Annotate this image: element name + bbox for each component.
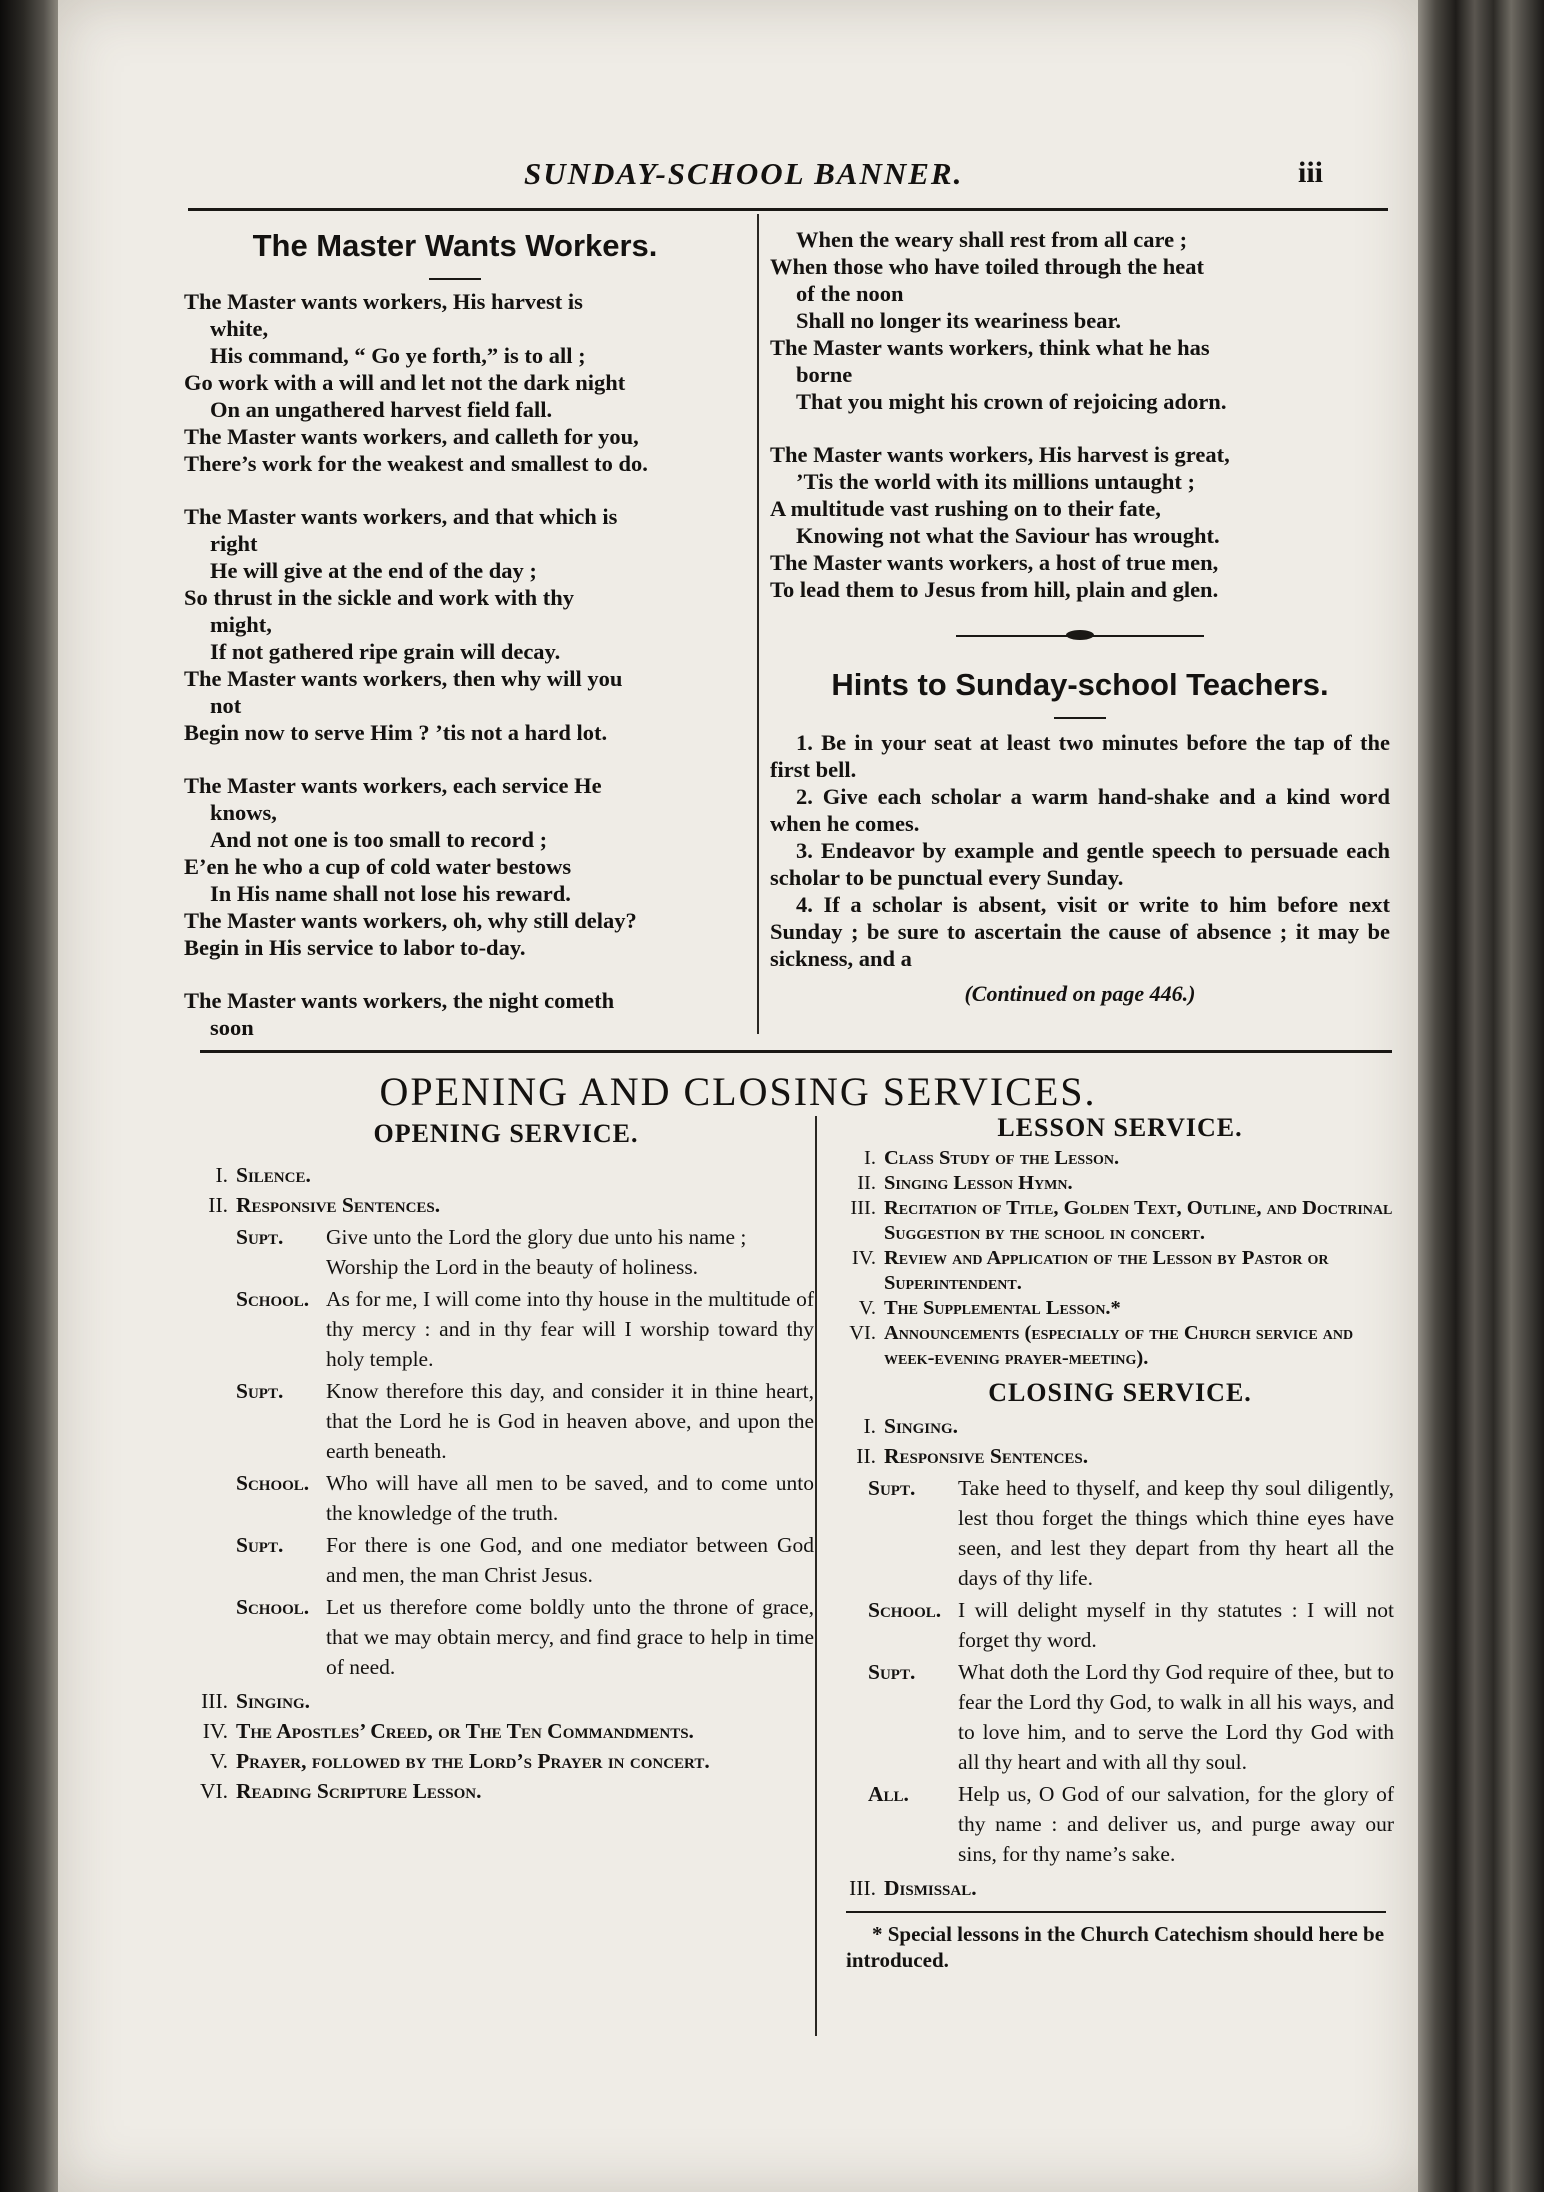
response-text-part: Who will have all men to be saved, and to come unto the knowledge of the truth. [326,1471,814,1525]
opening-item-2: II. Responsive Sentences. [208,1193,441,1217]
item-number: VI. [849,1322,876,1344]
hint-item: 1. Be in your seat at least two minutes before the tap of the first bell. [770,730,1390,782]
item-text: Singing Lesson Hymn. [884,1172,1073,1194]
poem-line: of the noon [796,281,904,306]
poem-line: That you might his crown of rejoicing adorn. [796,389,1227,414]
services-title: OPENING AND CLOSING SERVICES. [379,1069,1097,1114]
poem-line: His command, “ Go ye forth,” is to all ; [210,343,586,368]
poem-line: The Master wants workers, His harvest is great, [770,442,1230,467]
poem-line: Begin in His service to labor to-day. [184,935,526,960]
response-text [958,1473,1394,1593]
closing-service-title: CLOSING SERVICE. [988,1378,1252,1407]
response-line [236,1376,814,1466]
opening-item-1: I. Silence. [215,1163,311,1187]
response-text-part: Help us, O God of our salvation, for the glory of thy name : and deliver us, and purge away our sins, for thy name’s sake. [958,1782,1394,1866]
poem-line: The Master wants workers, each service He [184,773,602,798]
response-line [868,1657,1394,1777]
hints-title-rule [1054,717,1106,719]
stanza-gap [770,415,1390,441]
opening-item [198,1776,814,1806]
response-text-part: Let us therefore come boldly unto the throne of grace, that we may obtain mercy, and find grace to help in time of need. [326,1595,814,1679]
running-head [58,156,1418,196]
speaker: All. [868,1782,909,1806]
column-divider-top [757,214,759,1034]
opening-item [198,1686,814,1716]
item-text: Reading Scripture Lesson. [236,1779,482,1803]
lesson-service-items [846,1146,1394,1371]
poem-line: He will give at the end of the day ; [210,558,537,583]
poem-line: The Master wants workers, then why will you [184,666,623,691]
poem-line: When those who have toiled through the heat [770,254,1204,279]
title-rule [429,278,481,280]
right-top-column [770,226,1390,1007]
hint-item: 4. If a scholar is absent, visit or write to him before next Sunday ; be sure to ascertain the cause of absence ; it may be sickness, and a [770,892,1390,971]
poem-line: The Master wants workers, oh, why still delay? [184,908,637,933]
item-number: IV. [851,1247,876,1269]
hint-item: 2. Give each scholar a warm hand-shake and a kind word when he comes. [770,784,1390,836]
poem-stanzas [184,288,726,1041]
poem-line: The Master wants workers, think what he has [770,335,1210,360]
poem-line: white, [210,316,269,341]
poem-line: There’s work for the weakest and smallest to do. [184,451,648,476]
lesson-item [846,1321,1394,1371]
footnote-rule [846,1911,1386,1913]
lesson-item [846,1196,1394,1246]
lesson-closing-services [846,1110,1394,1973]
item-number: V. [858,1297,876,1319]
response-text-part: Give unto the Lord the glory due unto his name ; [326,1225,747,1249]
response-text [958,1657,1394,1777]
response-line [236,1468,814,1528]
column-divider-bottom [815,1116,817,2036]
response-text-part: For there is one God, and one mediator between God and men, the man Christ Jesus. [326,1533,814,1587]
item-number: III. [201,1689,228,1713]
stanza-gap [184,477,726,503]
response-text-part: What doth the Lord thy God require of thee, but to fear the Lord thy God, to walk in all his ways, and to love him, and to serve the Lord thy God with all thy heart and with all thy soul. [958,1660,1394,1774]
opening-responses [198,1222,814,1682]
poem-line: When the weary shall rest from all care ; [796,227,1188,252]
closing-item-2: II. Responsive Sentences. [856,1444,1089,1468]
speaker: Supt. [868,1660,916,1684]
opening-item [198,1746,814,1776]
poem-line: The Master wants workers, and calleth for you, [184,424,639,449]
poem-line: E’en he who a cup of cold water bestows [184,854,572,879]
response-line [868,1473,1394,1593]
item-text: Announcements (especially of the Church service and week-evening prayer-meeting). [884,1322,1354,1369]
poem-line: A multitude vast rushing on to their fate, [770,496,1161,521]
response-line [236,1284,814,1374]
poem-line: And not one is too small to record ; [210,827,548,852]
response-text-part: Know therefore this day, and consider it in thine heart, that the Lord he is God in heaven above, and upon the earth beneath. [326,1379,814,1463]
book-edge-right [1418,0,1544,2192]
response-text [326,1222,814,1282]
poem-line: If not gathered ripe grain will decay. [210,639,561,664]
response-text [958,1595,1394,1655]
opening-service-title: OPENING SERVICE. [373,1119,639,1148]
poem-line: Shall no longer its weariness bear. [796,308,1122,333]
response-text [326,1284,814,1374]
hints-list [770,729,1390,972]
poem-line: ’Tis the world with its millions untaught ; [796,469,1196,494]
page-number: iii [1298,156,1324,189]
poem-left-column [184,226,726,1041]
speaker: School. [868,1598,942,1622]
running-head-title: SUNDAY-SCHOOL BANNER. [524,156,964,191]
item-text: Singing. [236,1689,311,1713]
item-text: Prayer, followed by the Lord’s Prayer in concert. [236,1749,710,1773]
poem-line: Go work with a will and let not the dark night [184,370,626,395]
response-text [326,1592,814,1682]
item-number: V. [209,1749,228,1773]
poem-line: Knowing not what the Saviour has wrought. [796,523,1220,548]
response-text-part: I will delight myself in thy statutes : I will not forget thy word. [958,1598,1394,1652]
item-text: Class Study of the Lesson. [884,1147,1120,1169]
opening-item [198,1716,814,1746]
closing-item-1: I. Singing. [863,1414,959,1438]
poem-stanzas-continued [770,226,1390,603]
item-text: The Supplemental Lesson.* [884,1297,1121,1319]
speaker: Supt. [236,1225,284,1249]
item-number: III. [850,1197,876,1219]
poem-line: On an ungathered harvest field fall. [210,397,553,422]
continued-note: (Continued on page 446.) [964,981,1196,1006]
poem-line: borne [796,362,853,387]
speaker: Supt. [868,1476,916,1500]
closing-responses [846,1473,1394,1869]
item-number: II. [857,1172,876,1194]
poem-line: not [210,693,242,718]
hints-title: Hints to Sunday-school Teachers. [831,667,1329,702]
poem-line: The Master wants workers, the night cometh [184,988,615,1013]
poem-line: The Master wants workers, His harvest is [184,289,583,314]
response-line [868,1595,1394,1655]
lesson-item [846,1171,1394,1196]
stanza-gap [184,961,726,987]
lesson-item [846,1146,1394,1171]
response-text [326,1376,814,1466]
poem-line: To lead them to Jesus from hill, plain and glen. [770,577,1219,602]
response-text-part: Take heed to thyself, and keep thy soul diligently, lest thou forget the things which thine eyes have seen, and lest they depart from thy heart all the days of thy life. [958,1476,1394,1590]
lesson-item [846,1296,1394,1321]
response-line [868,1779,1394,1869]
item-text: Recitation of Title, Golden Text, Outline, and Doctrinal Suggestion by the school in concert. [884,1197,1393,1244]
lesson-service-title: LESSON SERVICE. [997,1113,1243,1142]
response-text-part: Worship the Lord in the beauty of holiness. [326,1255,699,1279]
speaker: School. [236,1471,310,1495]
item-text: Review and Application of the Lesson by Pastor or Superintendent. [884,1247,1329,1294]
item-text: The Apostles’ Creed, or The Ten Commandments. [236,1719,694,1743]
poem-line: In His name shall not lose his reward. [210,881,571,906]
response-text-part: As for me, I will come into thy house in the multitude of thy mercy : and in thy fear will I worship toward thy holy temple. [326,1287,814,1371]
poem-title: The Master Wants Workers. [252,228,658,263]
item-number: I. [864,1147,876,1169]
page [58,0,1418,2192]
response-text [326,1468,814,1528]
opening-service [198,1116,814,1806]
response-text [958,1779,1394,1869]
closing-item-3: III. Dismissal. [849,1876,977,1900]
opening-remaining-items [198,1686,814,1806]
header-rule [188,208,1388,211]
item-number: VI. [199,1779,228,1803]
response-line [236,1530,814,1590]
speaker: Supt. [236,1533,284,1557]
response-line [236,1222,814,1282]
poem-line: The Master wants workers, a host of true men, [770,550,1219,575]
poem-line: The Master wants workers, and that which is [184,504,618,529]
section-rule [200,1050,1392,1053]
poem-line: knows, [210,800,277,825]
section-ornament [956,629,1204,643]
speaker: School. [236,1287,310,1311]
poem-line: So thrust in the sickle and work with thy [184,585,575,610]
poem-line: Begin now to serve Him ? ’tis not a hard lot. [184,720,608,745]
poem-line: soon [210,1015,254,1040]
lesson-item [846,1246,1394,1296]
speaker: School. [236,1595,310,1619]
footnote: * Special lessons in the Church Catechism should here be introduced. [846,1922,1385,1972]
hint-item: 3. Endeavor by example and gentle speech to persuade each scholar to be punctual every Sunday. [770,838,1390,890]
book-gutter-left [0,0,58,2192]
poem-line: right [210,531,258,556]
stanza-gap [184,746,726,772]
speaker: Supt. [236,1379,284,1403]
poem-line: might, [210,612,272,637]
item-number: IV. [202,1719,228,1743]
response-line [236,1592,814,1682]
response-text [326,1530,814,1590]
